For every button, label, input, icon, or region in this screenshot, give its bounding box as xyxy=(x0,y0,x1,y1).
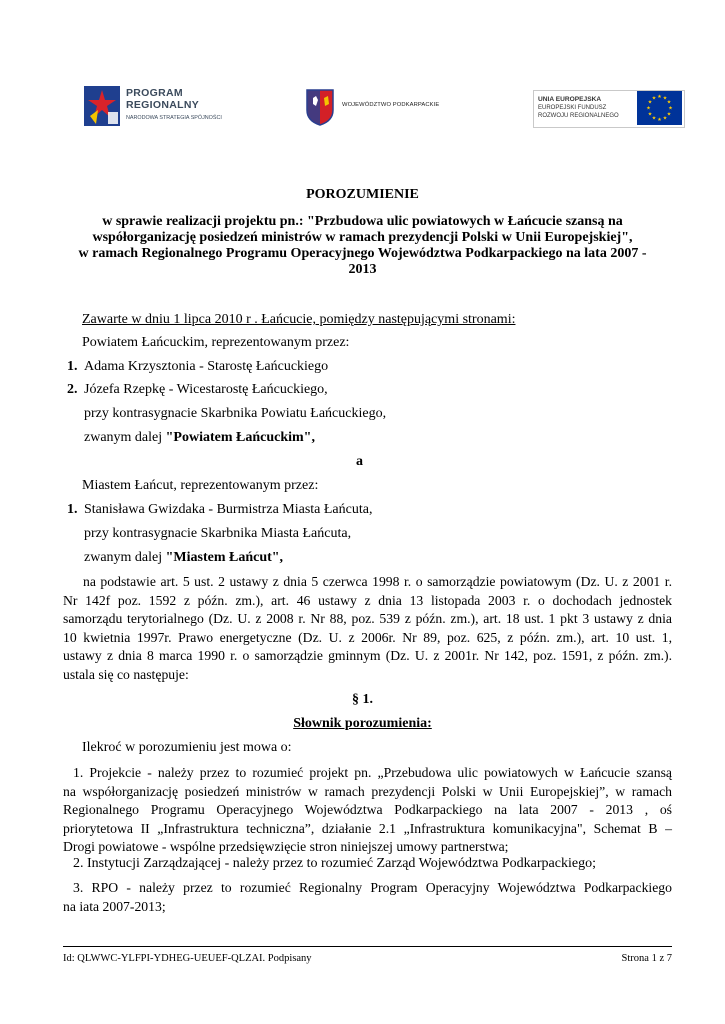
eu-logo xyxy=(533,90,683,128)
party1-item2-number: 2. xyxy=(67,382,78,397)
party1-called-name: "Powiatem Łańcuckim", xyxy=(165,430,315,445)
party1-called xyxy=(84,430,315,446)
def3-line-2: na iata 2007-2013; xyxy=(63,898,166,914)
svg-text:★: ★ xyxy=(657,117,662,123)
party2-called-name: "Miastem Łańcut", xyxy=(165,550,284,565)
wojewodztwo-logo xyxy=(305,88,455,128)
party2-intro: Miastem Łańcut, reprezentowanym przez: xyxy=(82,478,319,493)
legal-basis-paragraph xyxy=(63,573,672,684)
svg-text:★: ★ xyxy=(646,105,651,112)
wojewodztwo-text: WOJEWÓDZTWO PODKARPACKIE xyxy=(342,102,440,108)
logo-pr-line2: REGIONALNY xyxy=(126,99,200,111)
footer-page-number: Strona 1 z 7 xyxy=(621,953,672,964)
crest-icon xyxy=(305,88,335,126)
subtitle-line-2: współorganizację posiedzeń ministrów w ramach prezydencji Polski w Unii Europejskiej", xyxy=(92,230,633,245)
legal-basis-line-5: ustawy z dnia 8 marca 1990 r. o samorządzie gminnym (Dz. U. z 2001r. Nr 142, poz. 1591, z późn. zm.). xyxy=(63,648,672,663)
doc-title: POROZUMIENIE xyxy=(306,187,419,202)
party1-called-prefix: zwanym dalej xyxy=(84,430,166,445)
and-separator: a xyxy=(356,454,363,469)
definition-1 xyxy=(63,764,672,857)
svg-text:★: ★ xyxy=(647,111,653,118)
party1-item2: Józefa Rzepkę - Wicestarostę Łańcuckiego, xyxy=(84,382,328,397)
legal-basis-line-6: ustala się co następuje: xyxy=(63,666,189,682)
footer-divider xyxy=(63,946,672,947)
footer-document-id: Id: QLWWC-YLFPI-YDHEG-UEUEF-QLZAI. Podpisany xyxy=(63,953,312,964)
def1-line-3: Regionalnego Programu Operacyjnego Województwa Podkarpackiego na lata 2007 - 2013 , oś xyxy=(63,802,672,817)
legal-basis-line-2: Nr 142f poz. 1592 z późn. zm.), art. 46 ustawy z dnia 13 listopada 2003 r. o dochodach jednostek xyxy=(63,592,672,608)
def1-line-4: priorytetowa II „Infrastruktura techniczna”, działanie 2.1 „Infrastruktura komunikacyjna", Schemat B – xyxy=(63,820,672,836)
svg-text:★: ★ xyxy=(651,115,657,122)
party1-item1: Adama Krzysztonia - Starostę Łańcuckiego xyxy=(84,359,329,374)
eu-line1: UNIA EUROPEJSKA xyxy=(538,96,602,103)
svg-text:★: ★ xyxy=(662,115,668,122)
svg-text:★: ★ xyxy=(657,94,662,100)
legal-basis-line-3: samorządu terytorialnego (Dz. U. z 2008 r. Nr 88, poz. 539 z późn. zm.), art. 18 ust. 1 pkt 3 ustawy z dnia xyxy=(63,611,672,626)
program-regionalny-mark-icon xyxy=(84,86,120,126)
svg-text:★: ★ xyxy=(666,99,672,106)
logo-pr-line3: NARODOWA STRATEGIA SPÓJNOŚCI xyxy=(126,115,222,121)
party2-item1-number: 1. xyxy=(67,502,78,517)
svg-text:★: ★ xyxy=(668,105,673,112)
party2-called xyxy=(84,550,283,566)
party2-item1: Stanisława Gwizdaka - Burmistrza Miasta Łańcuta, xyxy=(84,502,373,517)
section1-title: Słownik porozumienia: xyxy=(293,716,432,731)
header-logos xyxy=(0,78,725,138)
party2-called-prefix: zwanym dalej xyxy=(84,550,166,565)
section1-number: § 1. xyxy=(352,692,373,707)
subtitle-line-4: 2013 xyxy=(348,262,377,277)
def1-line-2: na współorganizację posiedzeń ministrów w ramach prezydencji Polski w Unii Europejskiej”, w ramach xyxy=(63,783,672,799)
section1-intro: Ilekroć w porozumieniu jest mowa o: xyxy=(82,740,292,755)
svg-text:★: ★ xyxy=(666,111,672,118)
legal-basis-line-1: na podstawie art. 5 ust. 2 ustawy z dnia 5 czerwca 1998 r. o samorządzie powiatowym (Dz. U. z 2001 r. xyxy=(83,574,672,589)
concluded-line: Zawarte w dniu 1 lipca 2010 r . Łańcucie, pomiędzy następującymi stronami: xyxy=(82,312,516,327)
party1-intro: Powiatem Łańcuckim, reprezentowanym przez: xyxy=(82,335,350,350)
logo-pr-line1: PROGRAM xyxy=(126,87,183,99)
party1-countersign: przy kontrasygnacie Skarbnika Powiatu Łańcuckiego, xyxy=(84,406,387,421)
def1-line-5: Drogi powiatowe - wspólne przedsięwzięcie stron niniejszej umowy partnerstwa; xyxy=(63,839,509,854)
eu-line3: ROZWOJU REGIONALNEGO xyxy=(538,113,619,119)
eu-line2: EUROPEJSKI FUNDUSZ xyxy=(538,105,607,111)
program-regionalny-logo xyxy=(84,82,234,132)
svg-text:★: ★ xyxy=(651,95,657,102)
def1-line-1: 1. Projekcie - należy przez to rozumieć projekt pn. „Przebudowa ulic powiatowych w Łańcucie szansą xyxy=(73,765,672,780)
svg-text:★: ★ xyxy=(662,95,668,102)
def3-line-1: 3. RPO - należy przez to rozumieć Regionalny Program Operacyjny Województwa Podkarpackiego xyxy=(73,880,672,895)
definition-2: 2. Instytucji Zarządzającej - należy przez to rozumieć Zarząd Województwa Podkarpackiego; xyxy=(73,856,596,871)
party2-countersign: przy kontrasygnacie Skarbnika Miasta Łańcuta, xyxy=(84,526,352,541)
svg-text:★: ★ xyxy=(647,99,653,106)
party1-item1-number: 1. xyxy=(67,359,78,374)
definition-3 xyxy=(63,879,672,916)
eu-flag-icon xyxy=(637,91,682,125)
subtitle-line-3: w ramach Regionalnego Programu Operacyjnego Województwa Podkarpackiego na lata 2007 - xyxy=(78,246,647,261)
subtitle-line-1: w sprawie realizacji projektu pn.: "Przbudowa ulic powiatowych w Łańcucie szansą na xyxy=(102,214,623,229)
legal-basis-line-4: 10 kwietnia 1997r. Prawo energetyczne (Dz. U. z 2006r. Nr 89, poz. 625, z późn. zm.), art. 10 ust. 1, xyxy=(63,629,672,645)
